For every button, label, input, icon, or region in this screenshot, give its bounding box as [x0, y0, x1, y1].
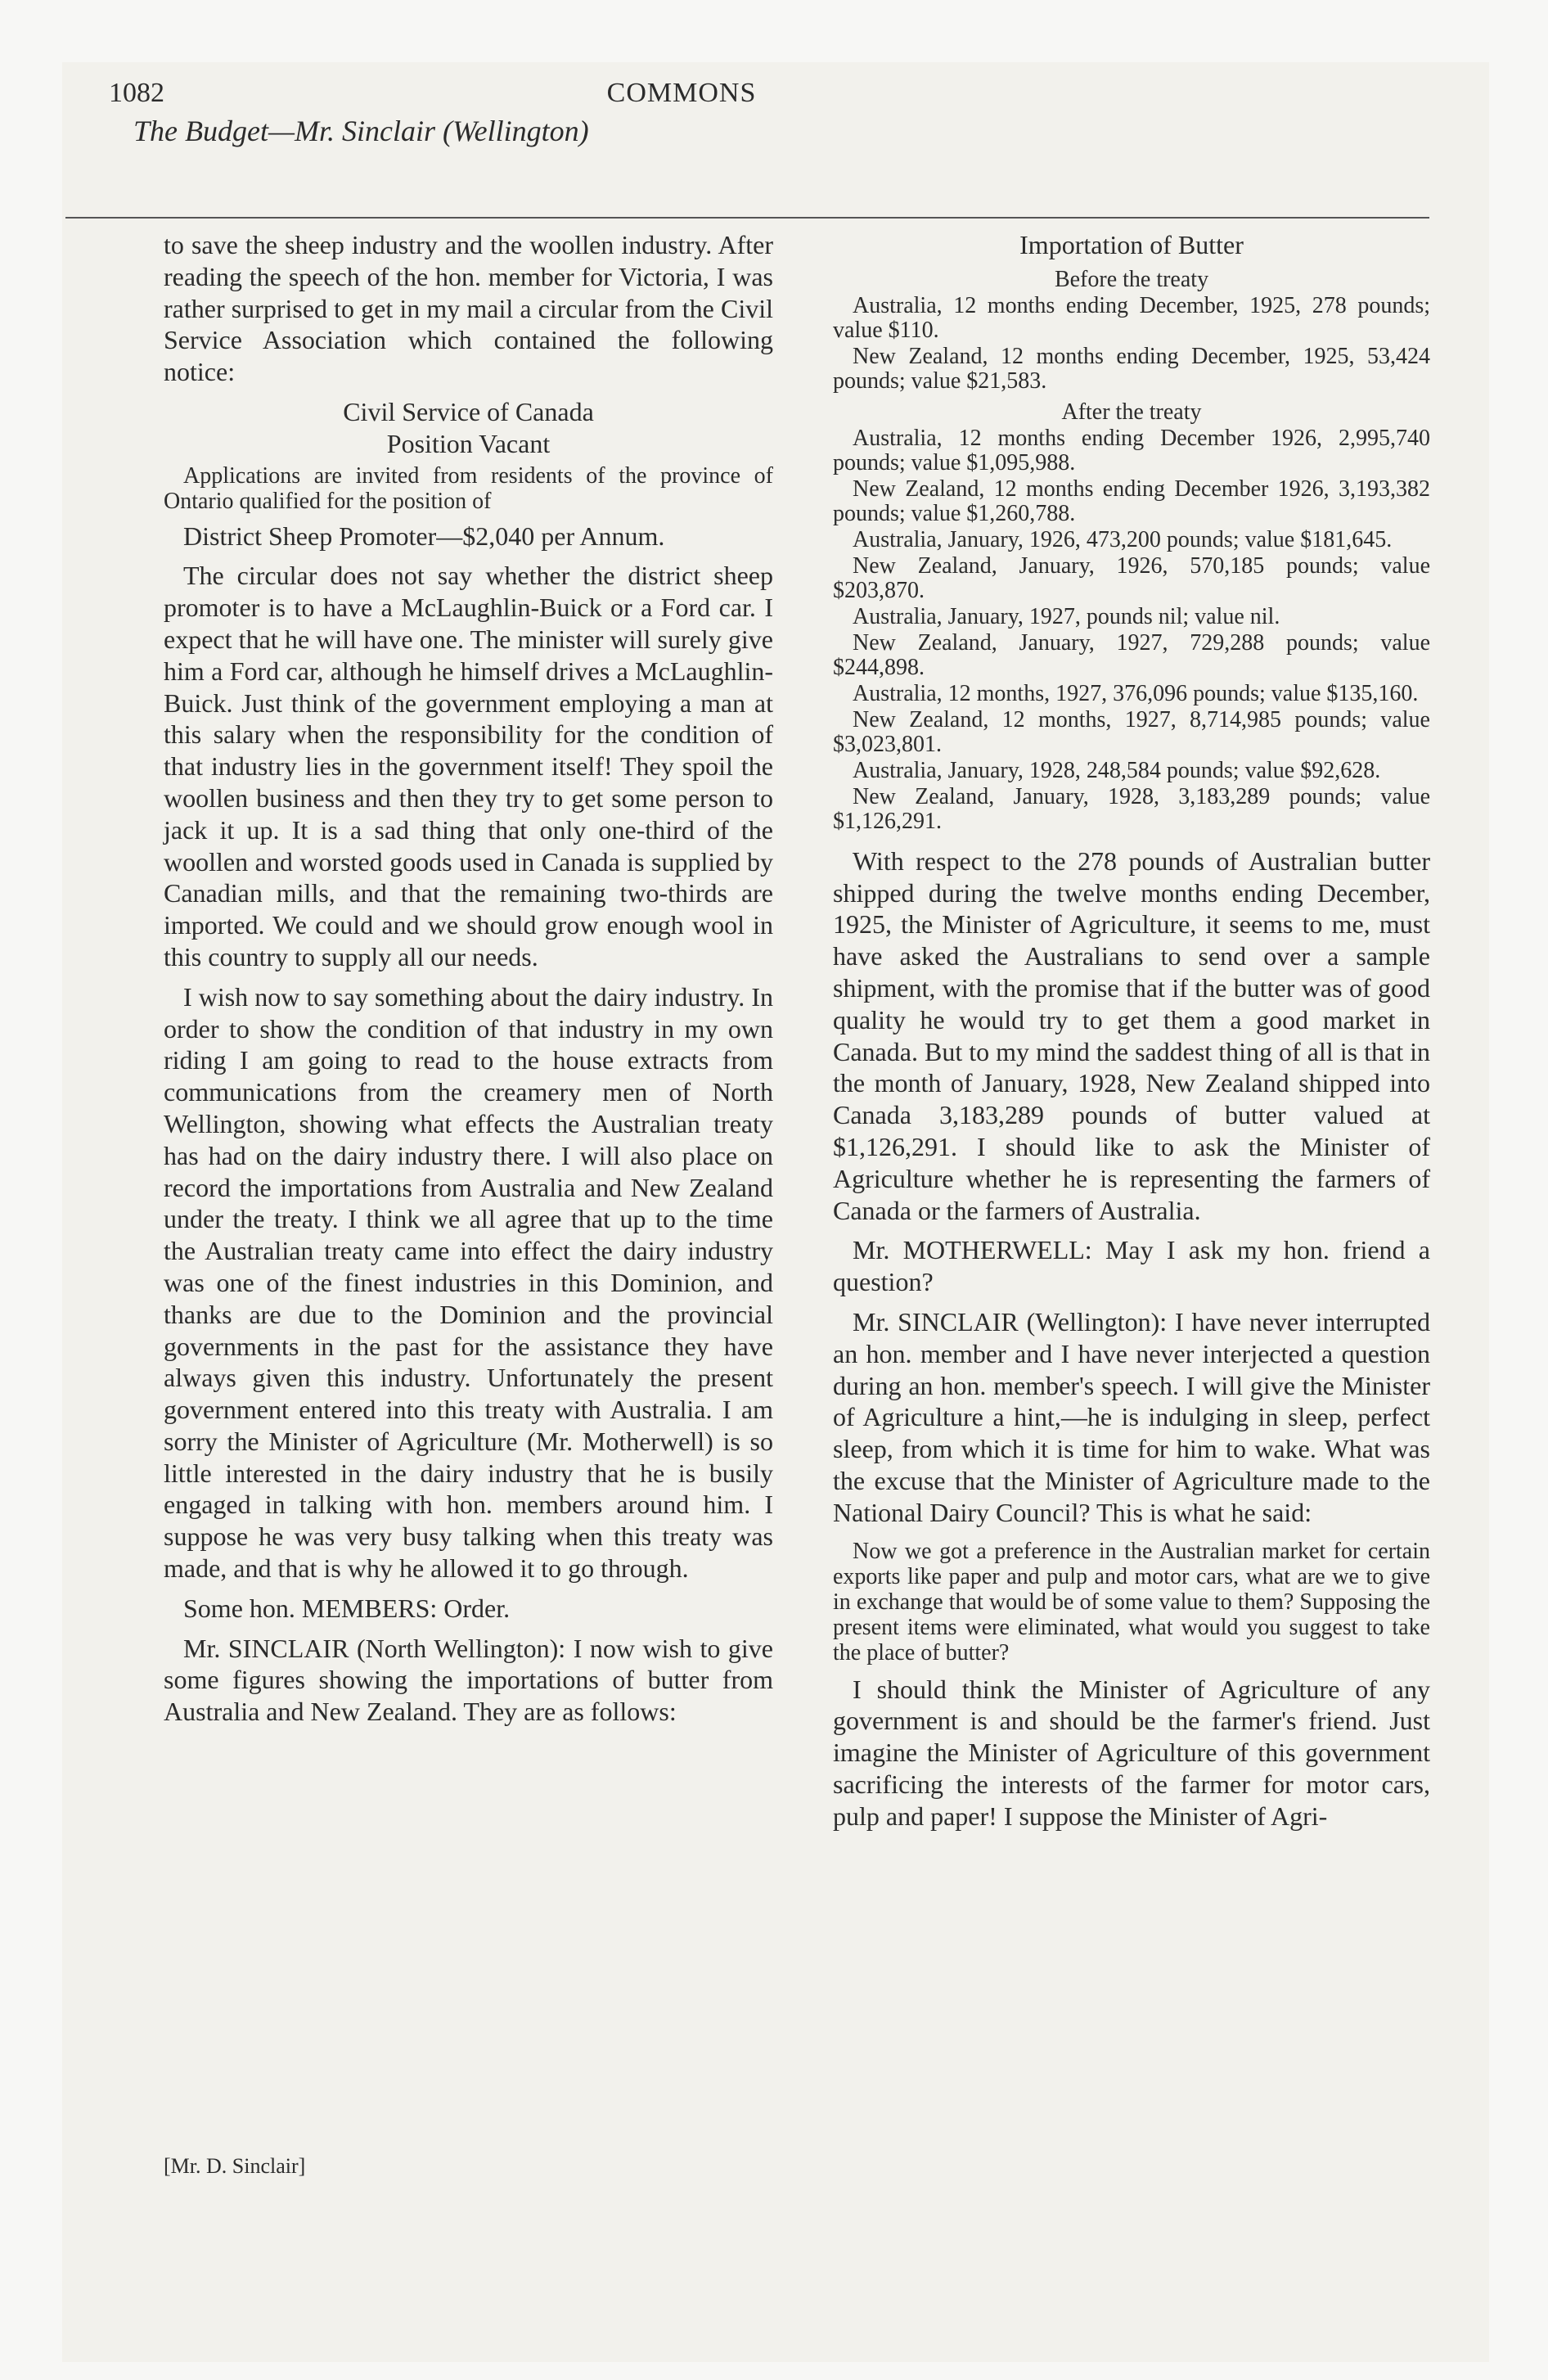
after-heading: After the treaty — [1061, 399, 1202, 425]
import-entry: Australia, 12 months, 1927, 376,096 pounds; value $135,160. — [853, 680, 1419, 706]
paragraph: I wish now to say something about the dairy industry. In order to show the condition of that industry in my own riding I am going to read to the house extracts from communications from the creamery men of North Wellington, showing what effects the Australian treaty has had on the dairy industry there. I will also place on record the importations from Australia and New Zealand under the treaty. I think we all agree that up to the time the Australian treaty came into effect the dairy industry was one of the finest industries in this Dominion, and thanks are due to the Dominion and the provincial governments in the past for the assistance they have always given this industry. Unfortunately the present government entered into this treaty with Australia. I am sorry the Minister of Agriculture (Mr. Motherwell) is so little interested in the dairy industry that he is busily engaged in talking with hon. members around him. I suppose he was very busy talking when this treaty was made, and that is why he allowed it to go through. — [164, 981, 773, 1584]
import-entry: New Zealand, January, 1926, 570,185 pounds; value $203,870. — [833, 552, 1430, 603]
before-entries — [833, 294, 1430, 394]
block-quote — [833, 1539, 1430, 1666]
import-entry: New Zealand, 12 months, 1927, 8,714,985 pounds; value $3,023,801. — [833, 706, 1430, 757]
paragraph: The circular does not say whether the district sheep promoter is to have a McLaughlin-Buick or a Ford car. I expect that he will have one. The minister will surely give him a Ford car, although he himself drives a McLaughlin-Buick. Just think of the government employing a man at this salary when the responsibility for the condition of that industry lies in the government itself! They spoil the woollen business and then they try to get some person to jack it up. It is a sad thing that only one-third of the woollen and worsted goods used in Canada is supplied by Canadian mills, and that the remaining two-thirds are imported. We could and we should grow enough wool in this country to supply all our needs. — [164, 561, 773, 971]
header-rule — [65, 217, 1429, 219]
import-entry: Australia, 12 months ending December 1926, 2,995,740 pounds; value $1,095,988. — [833, 425, 1430, 476]
paragraph: Mr. SINCLAIR (North Wellington): I now wish to give some figures showing the importations of butter from Australia and New Zealand. They are as follows: — [164, 1633, 773, 1727]
notice-subheading: Position Vacant — [386, 428, 551, 458]
before-heading: Before the treaty — [1054, 266, 1209, 292]
import-entry: Australia, January, 1928, 248,584 pounds; value $92,628. — [853, 757, 1381, 783]
speaker-attribution: [Mr. D. Sinclair] — [164, 2154, 306, 2178]
notice-heading: Civil Service of Canada — [343, 396, 594, 426]
import-entry: New Zealand, 12 months ending December 1926, 3,193,382 pounds; value $1,260,788. — [833, 476, 1430, 526]
section-title: COMMONS — [606, 78, 757, 108]
import-entry: New Zealand, January, 1927, 729,288 pounds; value $244,898. — [833, 629, 1430, 680]
interjection: Mr. MOTHERWELL: May I ask my hon. friend a question? — [833, 1235, 1430, 1297]
paragraph: Mr. SINCLAIR (Wellington): I have never interrupted an hon. member and I have never interjected a question during an hon. member's speech. I will give the Minister of Agriculture a hint,—he is indulging in sleep, perfect sleep, from which it is time for him to wake. What was the excuse that the Minister of Agriculture made to the National Dairy Council? This is what he said: — [833, 1306, 1430, 1527]
page-header — [109, 78, 1434, 201]
notice-position: District Sheep Promoter—$2,040 per Annum. — [183, 521, 665, 551]
left-column — [164, 229, 773, 1728]
paragraph: I should think the Minister of Agriculture of any government is and should be the farmer's friend. Just imagine the Minister of Agriculture of this government sacrificing the interests of the farmer for motor cars, pulp and paper! I suppose the Minister of Agri- — [833, 1674, 1430, 1831]
import-entry: Australia, January, 1926, 473,200 pounds; value $181,645. — [853, 526, 1393, 552]
notice-body: Applications are invited from residents of the province of Ontario qualified for the position of — [164, 462, 773, 514]
table-title: Importation of Butter — [1019, 230, 1244, 259]
after-entries — [833, 426, 1430, 834]
import-entry: New Zealand, 12 months ending December, 1925, 53,424 pounds; value $21,583. — [833, 343, 1430, 394]
page-number: 1082 — [109, 78, 164, 108]
civil-service-notice — [164, 396, 773, 552]
paragraph: to save the sheep industry and the woollen industry. After reading the speech of the hon. member for Victoria, I was rather surprised to get in my mail a circular from the Civil Service Association which contained the following notice: — [164, 230, 773, 387]
running-head: The Budget—Mr. Sinclair (Wellington) — [133, 115, 589, 147]
quote-text: Now we got a preference in the Australian market for certain exports like paper and pulp and motor cars, what are we to give in exchange that would be of some value to them? Supposing the present items were eliminated, what would you suggest to take the place of butter? — [833, 1538, 1430, 1666]
right-column — [833, 229, 1430, 1832]
interjection: Some hon. MEMBERS: Order. — [183, 1593, 511, 1623]
import-entry: New Zealand, January, 1928, 3,183,289 pounds; value $1,126,291. — [833, 783, 1430, 834]
import-entry: Australia, January, 1927, pounds nil; value nil. — [853, 603, 1280, 629]
paragraph: With respect to the 278 pounds of Australian butter shipped during the twelve months ending December, 1925, the Minister of Agriculture, it seems to me, must have asked the Australians to send over a sample shipment, with the promise that if the butter was of good quality he would try to get them a good market in Canada. But to my mind the saddest thing of all is that in the month of January, 1928, New Zealand shipped into Canada 3,183,289 pounds of butter valued at $1,126,291. I should like to ask the Minister of Agriculture whether he is representing the farmers of Canada or the farmers of Australia. — [833, 845, 1430, 1225]
import-entry: Australia, 12 months ending December, 1925, 278 pounds; value $110. — [833, 292, 1430, 343]
